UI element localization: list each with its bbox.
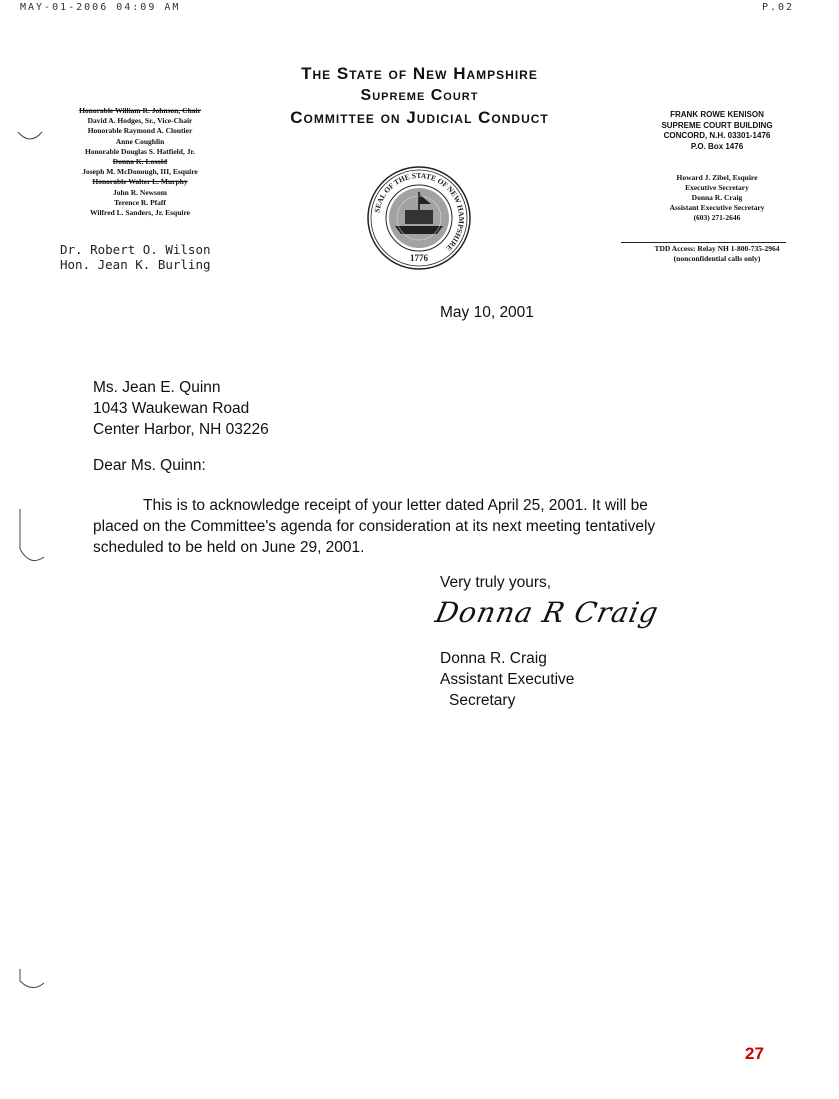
address-line: P.O. Box 1476 bbox=[690, 141, 744, 151]
member-name: Honorable Douglas S. Hatfield, Jr. bbox=[85, 146, 195, 156]
tdd-block bbox=[612, 244, 822, 264]
signer-name: Donna R. Craig bbox=[440, 650, 547, 667]
member-name: John R. Newsom bbox=[113, 187, 167, 197]
recipient-line: Center Harbor, NH 03226 bbox=[93, 421, 269, 438]
letterhead-state: The State of New Hampshire bbox=[301, 64, 538, 83]
member-name: Honorable Raymond A. Cloutier bbox=[87, 126, 193, 136]
signer-title: Assistant Executive bbox=[440, 671, 575, 688]
staff-line: Donna R. Craig bbox=[691, 193, 743, 202]
typed-member: Dr. Robert O. Wilson bbox=[60, 242, 211, 257]
staff-line: (603) 271-2646 bbox=[693, 213, 741, 222]
member-name: David A. Hodges, Sr., Vice-Chair bbox=[87, 116, 193, 126]
member-name: Joseph M. McDonough, III, Esquire bbox=[82, 167, 198, 177]
body-line: scheduled to be held on June 29, 2001. bbox=[93, 539, 365, 556]
letterhead-committee: Committee on Judicial Conduct bbox=[290, 108, 549, 127]
body-line: This is to acknowledge receipt of your letter dated April 25, 2001. It will be bbox=[143, 497, 648, 514]
letter-date: May 10, 2001 bbox=[440, 304, 534, 321]
punch-hole-mark-icon bbox=[14, 120, 46, 150]
member-name: Wilfred L. Sanders, Jr. Esquire bbox=[90, 208, 190, 218]
seal-year: 1776 bbox=[410, 253, 428, 263]
recipient-line: 1043 Waukewan Road bbox=[93, 400, 250, 417]
fax-timestamp: MAY-01-2006 04:09 AM bbox=[20, 2, 181, 13]
committee-members-list bbox=[40, 106, 240, 218]
address-line: SUPREME COURT BUILDING bbox=[661, 120, 773, 130]
seal-text: SEAL OF THE STATE OF NEW HAMPSHIRE bbox=[372, 170, 467, 253]
address-line: CONCORD, N.H. 03301-1476 bbox=[663, 131, 771, 140]
member-name: Anne Coughlin bbox=[115, 136, 165, 146]
page-number: 27 bbox=[745, 1044, 764, 1063]
staff-line: Assistant Executive Secretary bbox=[669, 203, 765, 212]
staff-line: Howard J. Zibel, Esquire bbox=[676, 173, 758, 182]
letterhead-court: Supreme Court bbox=[360, 87, 479, 104]
tdd-divider bbox=[621, 242, 786, 243]
handwritten-signature: Donna R Craig bbox=[432, 596, 662, 629]
member-name: Honorable Walter L. Murphy bbox=[92, 177, 188, 187]
state-seal-icon bbox=[365, 164, 473, 272]
member-name: Terence R. Pfaff bbox=[114, 197, 166, 207]
body-line: placed on the Committee's agenda for consideration at its next meeting tentatively bbox=[93, 518, 656, 535]
letter-body bbox=[93, 495, 655, 558]
address-line: FRANK ROWE KENISON bbox=[670, 110, 764, 119]
signer-block bbox=[440, 648, 574, 711]
fax-page-indicator: P.02 bbox=[762, 2, 795, 13]
recipient-address bbox=[93, 377, 269, 440]
punch-hole-mark-icon bbox=[14, 965, 50, 995]
member-name: Donna K. Losold bbox=[112, 157, 168, 167]
tdd-line: TDD Access: Relay NH 1-800-735-2964 bbox=[654, 244, 780, 253]
signer-title: Secretary bbox=[449, 692, 516, 709]
closing: Very truly yours, bbox=[440, 574, 552, 591]
tdd-line: (nonconfidential calls only) bbox=[673, 254, 761, 263]
office-address-block bbox=[612, 110, 822, 152]
staff-line: Executive Secretary bbox=[685, 183, 749, 192]
salutation: Dear Ms. Quinn: bbox=[93, 457, 206, 474]
staff-block bbox=[612, 173, 822, 223]
typed-member: Hon. Jean K. Burling bbox=[60, 257, 211, 272]
typed-member-additions bbox=[60, 242, 211, 272]
punch-hole-mark-icon bbox=[14, 505, 50, 575]
member-name: Honorable William R. Johnson, Chair bbox=[79, 106, 201, 115]
recipient-line: Ms. Jean E. Quinn bbox=[93, 379, 221, 396]
